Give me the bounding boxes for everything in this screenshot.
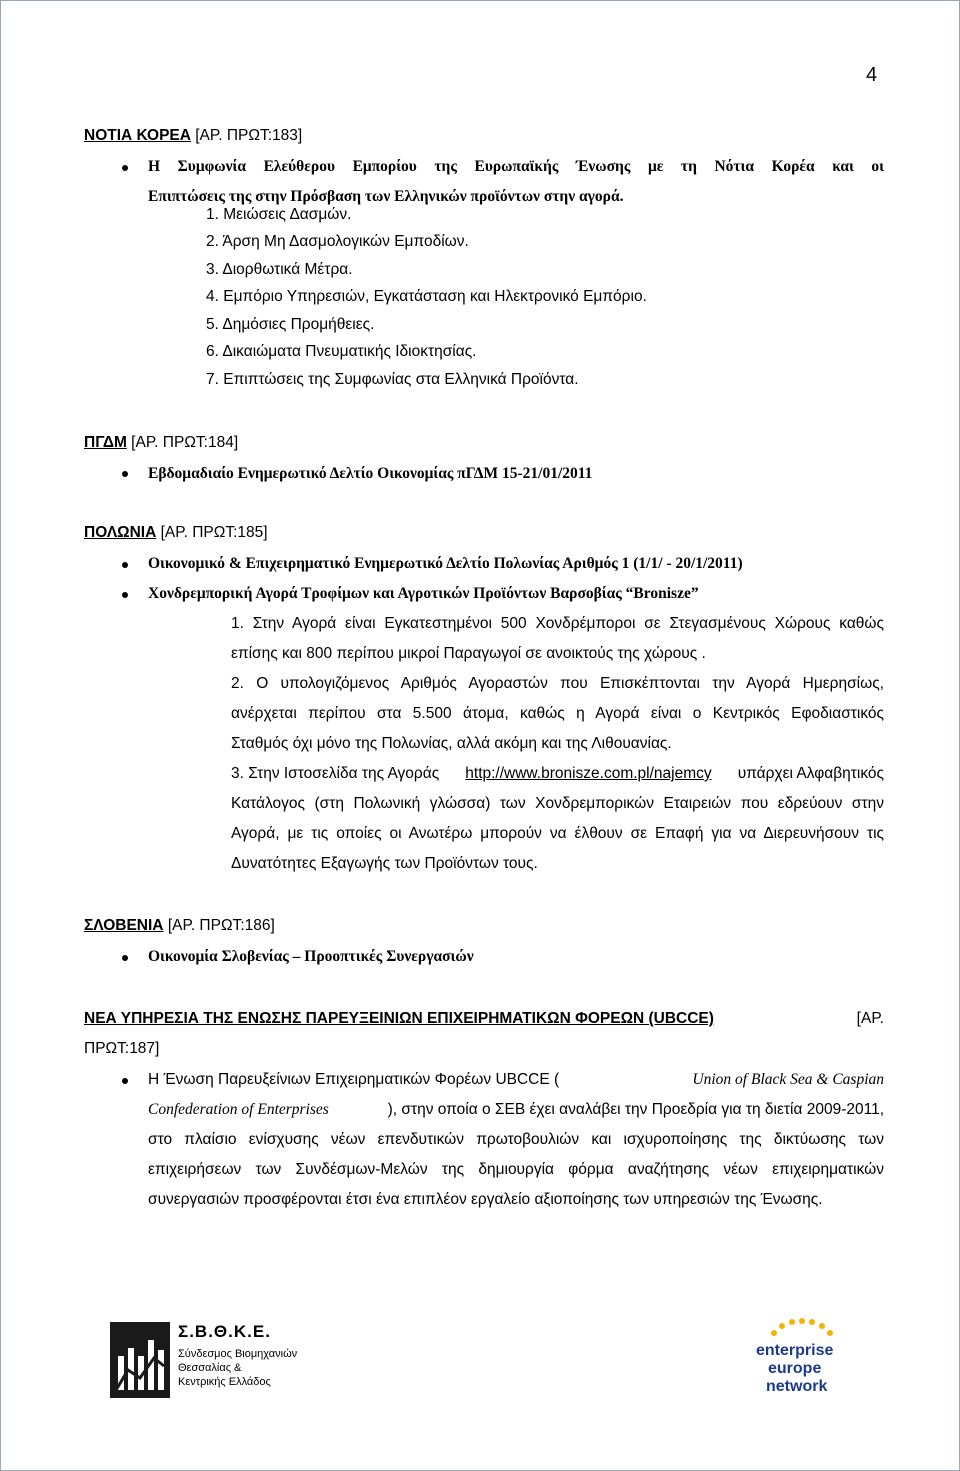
section-ref: [ΑΡ. [852, 1010, 884, 1027]
poland-p3-line4: Δυνατότητες Εξαγωγής των Προϊόντων τους. [231, 855, 538, 872]
sbthke-line3: Κεντρικής Ελλάδος [178, 1376, 271, 1388]
section-title: ΠΟΛΩΝΙΑ [84, 524, 157, 541]
poland-p2-line2 [231, 705, 884, 723]
korea-bullet-line2: Επιπτώσεις της στην Πρόσβαση των Ελληνικών προϊόντων στην αγορά. [148, 188, 624, 205]
een-line3: network [766, 1378, 828, 1395]
poland-bullet-2: Χονδρεμπορική Αγορά Τροφίμων και Αγροτικών Προϊόντων Βαρσοβίας “Bronisze” [148, 585, 699, 602]
section-slovenia-heading [84, 917, 275, 935]
ubcce-line2 [148, 1101, 884, 1119]
poland-p3-line3 [231, 825, 884, 843]
text-line: Αγορά, με τις οποίες οι Ανωτέρω μπορούν να έλθουν σε Επαφή για να Διερευνήσουν τις [231, 825, 884, 842]
een-line2: europe [768, 1360, 822, 1377]
sbthke-logo [108, 1320, 308, 1400]
list-item: 3. Διορθωτικά Μέτρα. [206, 261, 353, 278]
text-line: Η Συμφωνία Ελεύθερου Εμπορίου της Ευρωπαϊκής Ένωσης με τη Νότια Κορέα και οι [148, 158, 884, 175]
sbthke-line2: Θεσσαλίας & [178, 1362, 242, 1374]
bronisze-link[interactable]: http://www.bronisze.com.pl/najemcy [465, 765, 712, 782]
bullet-icon [122, 562, 128, 568]
text-segment: ), στην οποία ο ΣΕΒ έχει αναλάβει την Προεδρία για τη διετία 2009-2011, [387, 1101, 884, 1118]
slovenia-bullet: Οικονομία Σλοβενίας – Προοπτικές Συνεργασιών [148, 948, 474, 965]
list-item: 1. Μειώσεις Δασμών. [206, 206, 352, 223]
pgdm-bullet: Εβδομαδιαίο Ενημερωτικό Δελτίο Οικονομίας πΓΔΜ 15-21/01/2011 [148, 465, 593, 482]
text-segment: υπάρχει Αλφαβητικός [733, 765, 884, 782]
text-line: ανέρχεται περίπου στα 5.500 άτομα, καθώς η Αγορά είναι ο Κεντρικός Εφοδιαστικός [231, 705, 884, 722]
section-title: ΝΕΑ ΥΠΗΡΕΣΙΑ ΤΗΣ ΕΝΩΣΗΣ ΠΑΡΕΥΞΕΙΝΙΩΝ ΕΠΙΧΕΙΡΗΜΑΤΙΚΩΝ ΦΟΡΕΩΝ (UBCCE) [84, 1010, 714, 1027]
section-ref: [ΑΡ. ΠΡΩΤ:185] [156, 524, 268, 541]
section-title: ΣΛΟΒΕΝΙΑ [84, 917, 164, 934]
section-title: ΠΓΔΜ [84, 434, 127, 451]
list-item: 4. Εμπόριο Υπηρεσιών, Εγκατάσταση και Ηλεκτρονικό Εμπόριο. [206, 288, 647, 305]
section-title: ΝΟΤΙΑ ΚΟΡΕΑ [84, 127, 191, 144]
bullet-icon [122, 592, 128, 598]
poland-p3-line2 [231, 795, 884, 813]
section-pgdm-heading [84, 434, 238, 452]
section-poland-heading [84, 524, 268, 542]
text-segment-italic: Union of Black Sea & Caspian [692, 1071, 884, 1088]
text-segment: 3. Στην Ιστοσελίδα της Αγοράς [231, 765, 444, 782]
poland-bullet-1: Οικονομικό & Επιχειρηματικό Ενημερωτικό Δελτίο Πολωνίας Αριθμός 1 (1/1/ - 20/1/2011) [148, 555, 743, 572]
section-ref: [ΑΡ. ΠΡΩΤ:186] [163, 917, 275, 934]
list-item: 2. Άρση Μη Δασμολογικών Εμποδίων. [206, 233, 469, 250]
ubcce-line3 [148, 1131, 884, 1149]
text-segment: Η Ένωση Παρευξείνιων Επιχειρηματικών Φορέων UBCCE ( [148, 1071, 560, 1088]
sbthke-abbr: Σ.Β.Θ.Κ.Ε. [178, 1322, 271, 1341]
enterprise-europe-network-logo [752, 1318, 852, 1414]
ubcce-line5: συνεργασιών προσφέρονται έτσι ένα επιπλέον εργαλείο αξιοποίησης των υπηρεσιών της Ένωσης. [148, 1191, 823, 1208]
bullet-icon [122, 955, 128, 961]
section-ref: [ΑΡ. ΠΡΩΤ:183] [190, 127, 303, 144]
text-line: Κατάλογος (στη Πολωνική γλώσσα) των Χονδρεμπορικών Εταιρειών που εδρεύουν στην [231, 795, 884, 812]
text-line: στο πλαίσιο ενίσχυσης νέων επενδυτικών πρωτοβουλιών και ισχυροποίησης της δικτύωσης των [148, 1131, 884, 1148]
section-ref: [ΑΡ. ΠΡΩΤ:184] [126, 434, 239, 451]
list-item: 6. Δικαιώματα Πνευματικής Ιδιοκτησίας. [206, 343, 477, 360]
bullet-icon [122, 165, 128, 171]
text-segment-italic: Confederation of Enterprises [148, 1101, 329, 1118]
text-line: 1. Στην Αγορά είναι Εγκατεστημένοι 500 Χονδρέμποροι σε Στεγασμένους Χώρους καθώς [231, 615, 884, 632]
section-ubcce-heading [84, 1010, 884, 1028]
poland-p2-line3: Σταθμός όχι μόνο της Πολωνίας, αλλά ακόμη και της Λιθουανίας. [231, 735, 672, 752]
poland-p1-line1 [231, 615, 884, 633]
poland-p3-line1 [231, 765, 884, 783]
een-line1: enterprise [756, 1342, 834, 1359]
ubcce-line1 [148, 1071, 884, 1089]
list-item: 7. Επιπτώσεις της Συμφωνίας στα Ελληνικά Προϊόντα. [206, 371, 579, 388]
korea-bullet-line1 [148, 158, 884, 176]
bullet-icon [122, 471, 128, 477]
poland-p1-line2: επίσης και 800 περίπου μικροί Παραγωγοί σε ανοικτούς της χώρους . [231, 645, 706, 662]
ubcce-line4 [148, 1161, 884, 1179]
section-ref-continued: ΠΡΩΤ:187] [84, 1040, 160, 1057]
list-item: 5. Δημόσιες Προμήθειες. [206, 316, 375, 333]
section-korea-heading [84, 127, 302, 145]
text-line: 2. Ο υπολογιζόμενος Αριθμός Αγοραστών που Επισκέπτονται την Αγορά Ημερησίως, [231, 675, 884, 692]
page-number: 4 [866, 64, 878, 86]
bullet-icon [122, 1078, 128, 1084]
poland-p2-line1 [231, 675, 884, 693]
text-line: επιχειρήσεων των Συνδέσμων-Μελών της δημιουργία φόρμα αναζήτησης νέων επιχειρηματικών [148, 1161, 884, 1178]
sbthke-line1: Σύνδεσμος Βιομηχανιών [178, 1348, 298, 1360]
